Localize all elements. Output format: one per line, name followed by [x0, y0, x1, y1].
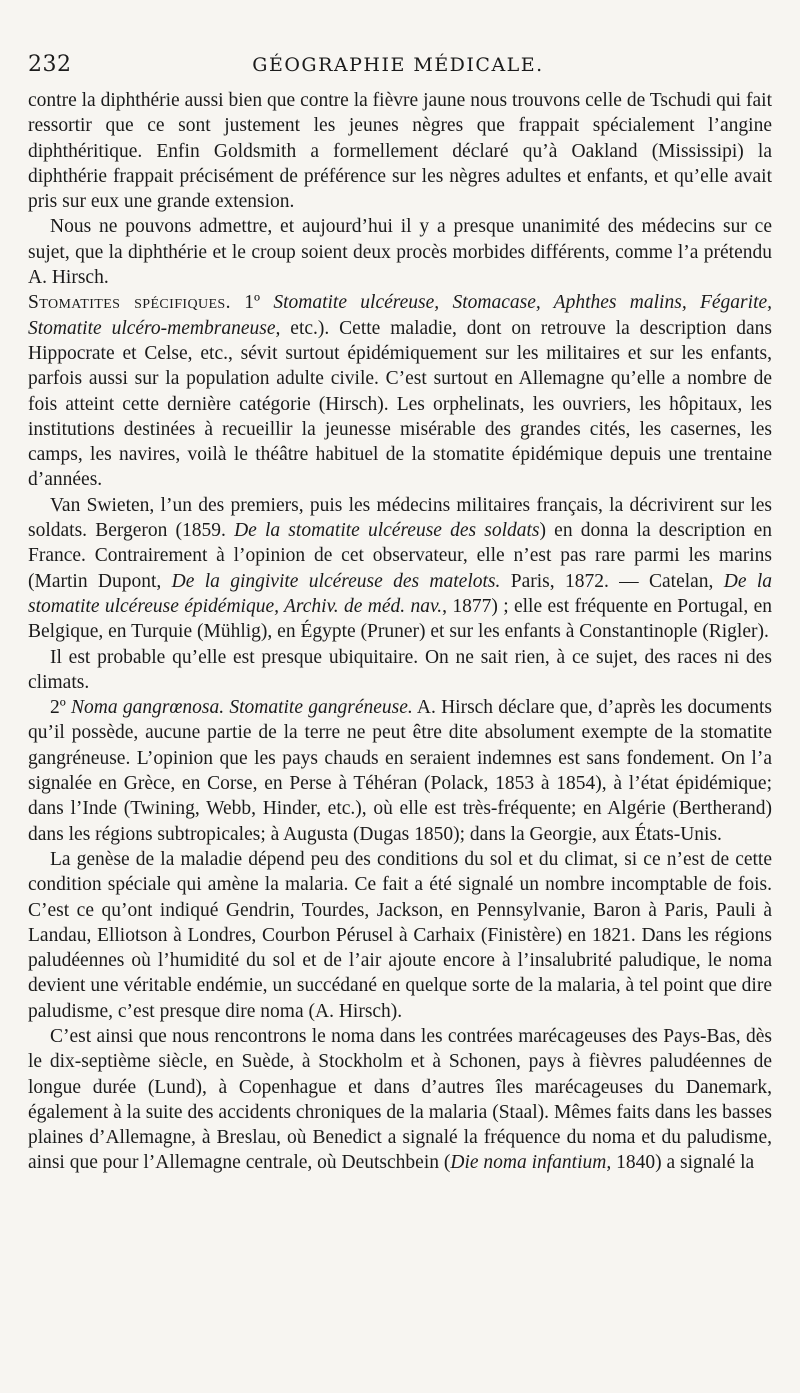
text-segment: 2º: [50, 697, 72, 719]
text-segment: A. Hirsch déclare que, d’après les documents qu’il possède, aucune partie de la terre ne peut être dite absolument exempte de la stomatite gangréneuse. L’opinion que les pays chauds en seraient indemnes est sans fondement. On l’a signalée en Grèce, en Corse, en Perse à Téhéran (Polack, 1853 à 1854), à l’état épidémique; dans l’Inde (Twining, Webb, Hinder, etc.), où elle est très-fréquente; en Algérie (Bertherand) dans les régions subtropicales; à Augusta (Dugas 1850); dans la Georgie, aux États-Unis.: [28, 697, 772, 845]
text-segment: C’est ainsi que nous rencontrons le noma dans les contrées marécageuses des Pays-Bas, dès le dix-septième siècle, en Suède, à Stockholm et à Schonen, pays à fièvres paludéennes de longue durée (Lund), à Copenhague et dans d’autres îles marécageuses du Danemark, également à la suite des accidents chroniques de la malaria (Staal). Mêmes faits dans les basses plaines d’Allemagne, à Breslau, où Benedict a signalé la fréquence du noma et du paludisme, ainsi que pour l’Allemagne centrale, où Deutschbein (: [28, 1025, 772, 1174]
paragraph-noma-gangrenosa: [28, 695, 772, 847]
paragraph-genese-malaria: [28, 847, 772, 1024]
paragraph-diphtheria-croup: [28, 214, 772, 290]
text-segment: Van Swieten, l’un des premiers, puis les médecins militaires français, la décrivirent sur les soldats. Bergeron (1859.: [28, 494, 772, 542]
text-segment: contre la diphthérie aussi bien que contre la fièvre jaune nous trouvons celle de Tschudi qui fait ressortir que ce sont justement les jeunes nègres que frappait spécialement l’angine diphthéritique. Enfin Goldsmith a formellement déclaré qu’à Oakland (Mississipi) la diphthérie frappait précisément de préférence sur les nègres adultes et enfants, et qu’elle avait pris sur eux une grande extension.: [28, 90, 772, 213]
paragraph-ubiquitaire: [28, 645, 772, 696]
italic-text: De la stomatite ulcéreuse épidémique, Archiv. de méd. nav.: [28, 570, 773, 617]
paragraph-contrees-marecageuses: [28, 1024, 772, 1176]
running-title: GÉOGRAPHIE MÉDICALE.: [252, 54, 544, 76]
page-number: 232: [28, 52, 72, 77]
text-segment: Paris, 1872. — Catelan,: [500, 570, 724, 592]
section-heading: Stomatites spécifiques.: [28, 292, 231, 314]
italic-text: De la stomatite ulcéreuse des soldats: [234, 520, 540, 542]
text-segment: 1º: [230, 292, 274, 314]
text-segment: , 1877) ; elle est fréquente en Portugal, en Belgique, en Turquie (Mühlig), en Égypte (Pruner) et sur les enfants à Constantinople (Rigler).: [28, 595, 772, 643]
italic-text: De la gingivite ulcéreuse des matelots.: [171, 570, 501, 592]
paragraph-stomatites-specifiques: [28, 290, 772, 492]
italic-text: Noma gangrœnosa. Stomatite gangréneuse.: [71, 697, 413, 719]
text-segment: etc.). Cette maladie, dont on retrouve la description dans Hippocrate et Celse, etc., sévit surtout épidémiquement sur les militaires et sur les enfants, parfois aussi sur la population adulte civile. C’est surtout en Allemagne qu’elle a nombre de fois atteint cette dernière catégorie (Hirsch). Les orphelinats, les ouvriers, les hôpitaux, les institutions destinées à recueillir la jeunesse misérable des grandes cités, les casernes, les camps, les navires, voilà le théâtre habituel de la stomatite épidémique depuis une trentaine d’années.: [28, 317, 772, 491]
text-segment: Nous ne pouvons admettre, et aujourd’hui il y a presque unanimité des médecins sur ce sujet, que la diphthérie et le croup soient deux procès morbides différents, comme l’a prétendu A. Hirsch.: [28, 216, 772, 289]
page-header: [28, 52, 768, 82]
paragraph-van-swieten: [28, 493, 772, 645]
paragraph-diphtheria-negroes: [28, 88, 772, 214]
text-segment: ) en donna la description en France. Contrairement à l’opinion de cet observateur, elle n’est pas rare parmi les marins (Martin Dupont,: [28, 520, 772, 592]
italic-text: Die noma infantium,: [450, 1152, 612, 1174]
text-segment: La genèse de la maladie dépend peu des conditions du sol et du climat, si ce n’est de cette condition spéciale qui amène la malaria. Ce fait a été signalé un nombre incomptable de fois. C’est ce qu’ont indiqué Gendrin, Tourdes, Jackson, en Pennsylvanie, Baron à Paris, Pauli à Landau, Elliotson à Londres, Courbon Pérusel à Carhaix (Finistère) en 1821. Dans les régions paludéennes où l’humidité du sol et de l’air ajoute encore à l’insalubrité paludique, le noma devient une véritable endémie, un succédané en quelque sorte de la malaria, à tel point que dire paludisme, c’est presque dire noma (A. Hirsch).: [28, 848, 772, 1022]
italic-text: Stomatite ulcéreuse, Stomacase, Aphthes malins, Fégarite, Stomatite ulcéro-membraneuse,: [28, 292, 773, 339]
text-segment: 1840) a signalé la: [611, 1152, 755, 1174]
body-text: [28, 88, 772, 1176]
text-segment: Il est probable qu’elle est presque ubiquitaire. On ne sait rien, à ce sujet, des races ni des climats.: [28, 646, 772, 693]
